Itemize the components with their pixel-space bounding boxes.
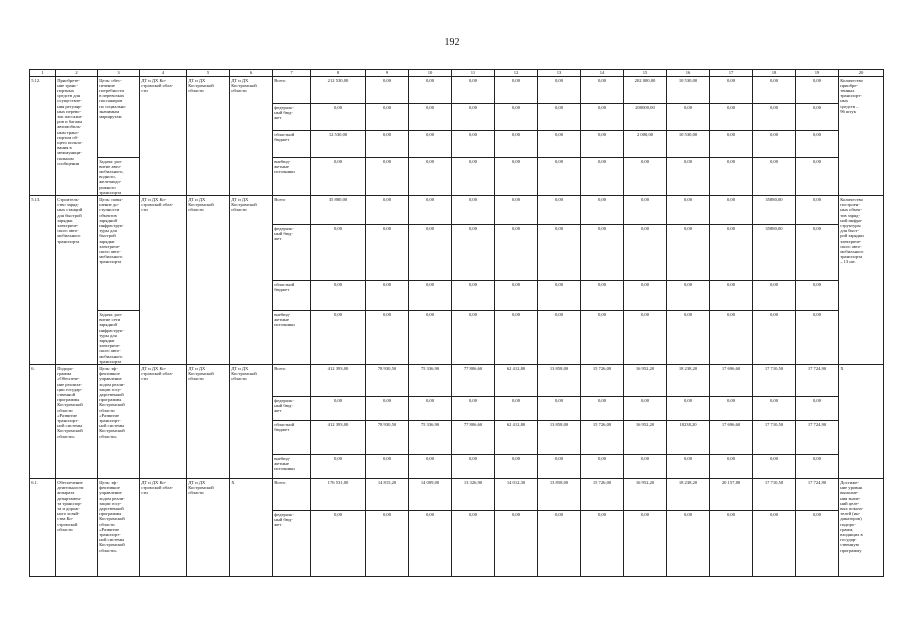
amount-cell: 0,00 xyxy=(366,131,409,158)
amount-cell: 0,00 xyxy=(753,281,796,311)
column-number-header: 4 xyxy=(140,70,187,77)
amount-cell: 17 724,90 xyxy=(796,479,839,511)
amount-cell: 0,00 xyxy=(538,397,581,421)
amount-cell: 10 530,00 xyxy=(667,77,710,104)
funding-source: внебюд- жетные источники xyxy=(273,311,311,365)
amount-cell: 0,00 xyxy=(667,311,710,365)
column-number-header: 20 xyxy=(839,70,884,77)
amount-cell: 0,00 xyxy=(581,455,624,479)
amount-cell: 62 412,80 xyxy=(495,421,538,455)
measure-name: Обеспечение деятельности аппарата департамен- та транспор- та и дорож- ного хозяй- ства Ко- стромской области xyxy=(56,479,98,577)
amount-cell: 0,00 xyxy=(452,104,495,131)
amount-cell: 0,00 xyxy=(452,511,495,577)
amount-cell: 0,00 xyxy=(495,311,538,365)
amount-cell: 0,00 xyxy=(366,455,409,479)
amount-cell: 0,00 xyxy=(624,455,667,479)
amount-cell: 0,00 xyxy=(581,196,624,225)
amount-cell: 0,00 xyxy=(495,158,538,196)
amount-cell: 0,00 xyxy=(452,225,495,281)
amount-cell: 0,00 xyxy=(667,511,710,577)
column-number-header: 14 xyxy=(581,70,624,77)
amount-cell: 0,00 xyxy=(366,104,409,131)
amount-cell: 13 858,00 xyxy=(538,479,581,511)
amount-cell: 35880,00 xyxy=(753,225,796,281)
amount-cell: 0,00 xyxy=(796,104,839,131)
amount-cell: 0,00 xyxy=(452,158,495,196)
measure-name: Подпро- грамма «Обеспече- ние реализа- ции государ- ственной программы Костромской области «Развитие транспорт- ной системы Костромской области» xyxy=(56,365,98,479)
amount-cell: 0,00 xyxy=(796,131,839,158)
row-number: 5.12. xyxy=(30,77,56,196)
amount-cell: 0,00 xyxy=(409,281,452,311)
amount-cell: 176 531,00 xyxy=(311,479,366,511)
executor: ДТ и ДХ Ко- стромской обла- сти xyxy=(140,479,187,577)
amount-cell: 17 696,60 xyxy=(710,365,753,397)
funding-source: Всего xyxy=(273,196,311,225)
amount-cell: 0,00 xyxy=(538,196,581,225)
amount-cell: 0,00 xyxy=(624,158,667,196)
amount-cell: 0,00 xyxy=(495,104,538,131)
amount-cell: 0,00 xyxy=(409,455,452,479)
amount-cell: 0,00 xyxy=(624,196,667,225)
table-row xyxy=(30,365,884,397)
column-number-header: 2 xyxy=(56,70,98,77)
amount-cell: 0,00 xyxy=(667,196,710,225)
amount-cell: 17 724,90 xyxy=(796,365,839,397)
amount-cell: 0,00 xyxy=(581,158,624,196)
funding-source: областной бюджет xyxy=(273,421,311,455)
amount-cell: 18 238,20 xyxy=(667,365,710,397)
amount-cell: 75 336,90 xyxy=(409,421,452,455)
column-number-header: 15 xyxy=(624,70,667,77)
amount-cell: 202 000,00 xyxy=(624,77,667,104)
amount-cell: 0,00 xyxy=(796,511,839,577)
amount-cell: 77 806,60 xyxy=(452,365,495,397)
amount-cell: 0,00 xyxy=(311,455,366,479)
amount-cell: 0,00 xyxy=(581,77,624,104)
amount-cell: 0,00 xyxy=(667,158,710,196)
table-row xyxy=(30,77,884,104)
amount-cell: 0,00 xyxy=(753,77,796,104)
amount-cell: 16 952,20 xyxy=(624,365,667,397)
amount-cell: 2 000,00 xyxy=(624,131,667,158)
amount-cell: 0,00 xyxy=(710,225,753,281)
amount-cell: 0,00 xyxy=(366,281,409,311)
amount-cell: 14 815,20 xyxy=(366,479,409,511)
amount-cell: 0,00 xyxy=(409,397,452,421)
amount-cell: 0,00 xyxy=(710,158,753,196)
amount-cell: 0,00 xyxy=(710,311,753,365)
amount-cell: 0,00 xyxy=(409,196,452,225)
co-executor: ДТ и ДХ Костромской области xyxy=(230,365,273,479)
funding-source: Всего xyxy=(273,479,311,511)
goal-text: Цель: эф- фективное управление ходом реали- зации госу- дарственной программы Костромской области «Развитие транспорт- ной системы Костромской области» xyxy=(98,365,140,479)
page-number: 192 xyxy=(444,37,460,48)
amount-cell: 0,00 xyxy=(452,397,495,421)
funding-source: федераль- ный бюд- жет xyxy=(273,397,311,421)
executor: ДТ и ДХ Ко- стромской обла- сти xyxy=(140,77,187,196)
amount-cell: 0,00 xyxy=(495,77,538,104)
amount-cell: 0,00 xyxy=(581,397,624,421)
amount-cell: 0,00 xyxy=(710,455,753,479)
amount-cell: 0,00 xyxy=(452,311,495,365)
amount-cell: 17 696,60 xyxy=(710,421,753,455)
column-number-header: 12 xyxy=(495,70,538,77)
amount-cell: 13 858,00 xyxy=(538,421,581,455)
funding-source: федераль- ный бюд- жет xyxy=(273,104,311,131)
amount-cell: 0,00 xyxy=(796,196,839,225)
co-executor: ДТ и ДХ Костромской области xyxy=(230,196,273,365)
amount-cell: 0,00 xyxy=(409,158,452,196)
amount-cell: 17 724,90 xyxy=(796,421,839,455)
column-number-header: 17 xyxy=(710,70,753,77)
amount-cell: 0,00 xyxy=(753,511,796,577)
funding-source: федераль- ный бюд- жет xyxy=(273,225,311,281)
amount-cell: 0,00 xyxy=(753,455,796,479)
amount-cell: 0,00 xyxy=(796,281,839,311)
funding-source: федераль- ный бюд- жет xyxy=(273,511,311,577)
amount-cell: 0,00 xyxy=(538,311,581,365)
column-number-header: 5 xyxy=(187,70,230,77)
amount-cell: 0,00 xyxy=(495,131,538,158)
row-number: 5.13. xyxy=(30,196,56,365)
amount-cell: 0,00 xyxy=(311,158,366,196)
column-number-header: 18 xyxy=(753,70,796,77)
amount-cell: 0,00 xyxy=(710,397,753,421)
column-number-header: 11 xyxy=(452,70,495,77)
amount-cell: 20 157,80 xyxy=(710,479,753,511)
amount-cell: 212 530,00 xyxy=(311,77,366,104)
amount-cell: 0,00 xyxy=(311,311,366,365)
amount-cell: 0,00 xyxy=(452,196,495,225)
executor: ДТ и ДХ Ко- стромской обла- сти xyxy=(140,365,187,479)
amount-cell: 412 393,00 xyxy=(311,365,366,397)
amount-cell: 0,00 xyxy=(311,225,366,281)
amount-cell: 0,00 xyxy=(452,455,495,479)
amount-cell: 75 336,90 xyxy=(409,365,452,397)
executor: ДТ и ДХ Ко- стромской обла- сти xyxy=(140,196,187,365)
expected-result: Количество пострoен- ных объек- тов заряд- ной инфра- структуры для быст- рой зарядки электриче- ского авто- мобильного транспорта – 13 шт. xyxy=(839,196,884,365)
amount-cell: 0,00 xyxy=(311,104,366,131)
expected-result: Достиже- ние уровня выполне- ния значе- ний целе- вых показа- телей (ин- дикаторов) подпро- грамм, входящих в государ- ственную программу xyxy=(839,479,884,577)
amount-cell: 0,00 xyxy=(753,397,796,421)
amount-cell: 0,00 xyxy=(796,77,839,104)
row-number: 6.1. xyxy=(30,479,56,577)
goal-text: Цель: повы- шение до- ступности объектов зарядной инфраструк- туры для быстрой зарядки электриче- ского авто- мобильного транспорта xyxy=(98,196,140,311)
amount-cell: 0,00 xyxy=(753,104,796,131)
amount-cell: 0,00 xyxy=(538,455,581,479)
amount-cell: 0,00 xyxy=(667,225,710,281)
amount-cell: 0,00 xyxy=(495,196,538,225)
goal-text: Цель: обес- печение потребности в перевозках пассажиров по социально значимым маршрутам xyxy=(98,77,140,158)
amount-cell: 0,00 xyxy=(667,455,710,479)
responsible: ДТ и ДХ Костромской области xyxy=(187,77,230,196)
amount-cell: 200000,00 xyxy=(624,104,667,131)
funding-source: областной бюджет xyxy=(273,281,311,311)
funding-source: Всего xyxy=(273,77,311,104)
column-number-header: 1 xyxy=(30,70,56,77)
amount-cell: 0,00 xyxy=(710,196,753,225)
amount-cell: 0,00 xyxy=(710,511,753,577)
amount-cell: 0,00 xyxy=(710,281,753,311)
amount-cell: 0,00 xyxy=(624,311,667,365)
amount-cell: 77 806,60 xyxy=(452,421,495,455)
amount-cell: 0,00 xyxy=(495,511,538,577)
amount-cell: 0,00 xyxy=(538,77,581,104)
amount-cell: 0,00 xyxy=(409,225,452,281)
amount-cell: 0,00 xyxy=(581,311,624,365)
funding-source: областной бюджет xyxy=(273,131,311,158)
amount-cell: 0,00 xyxy=(581,131,624,158)
co-executor: ДТ и ДХ Костромской области xyxy=(230,77,273,196)
amount-cell: 10 530,00 xyxy=(667,131,710,158)
amount-cell: 0,00 xyxy=(452,281,495,311)
amount-cell: 0,00 xyxy=(409,311,452,365)
expected-result: Х xyxy=(839,365,884,479)
amount-cell: 0,00 xyxy=(667,104,710,131)
amount-cell: 0,00 xyxy=(495,455,538,479)
funding-source: внебюд- жетные источники xyxy=(273,455,311,479)
amount-cell: 15 726,00 xyxy=(581,421,624,455)
funding-source: внебюд- жетные источники xyxy=(273,158,311,196)
column-number-header: 9 xyxy=(366,70,409,77)
column-number-header: 6 xyxy=(230,70,273,77)
amount-cell: 0,00 xyxy=(409,77,452,104)
amount-cell: 0,00 xyxy=(366,158,409,196)
amount-cell: 0,00 xyxy=(495,281,538,311)
responsible: ДТ и ДХ Костромской области xyxy=(187,365,230,479)
amount-cell: 13 326,90 xyxy=(452,479,495,511)
amount-cell: 0,00 xyxy=(710,77,753,104)
amount-cell: 18238,20 xyxy=(667,421,710,455)
amount-cell: 17 710,50 xyxy=(753,479,796,511)
amount-cell: 0,00 xyxy=(624,511,667,577)
funding-source: Всего xyxy=(273,365,311,397)
amount-cell: 0,00 xyxy=(796,397,839,421)
column-number-header: 7 xyxy=(273,70,311,77)
amount-cell: 0,00 xyxy=(366,196,409,225)
amount-cell: 35880,00 xyxy=(753,196,796,225)
column-number-header: 16 xyxy=(667,70,710,77)
amount-cell: 0,00 xyxy=(796,455,839,479)
task-text: Задача: раз- витие сети зарядной инфраструк- туры для зарядки электриче- ского авто- мобильного транспорта xyxy=(98,311,140,365)
amount-cell: 0,00 xyxy=(366,225,409,281)
amount-cell: 78 930,50 xyxy=(366,421,409,455)
amount-cell: 0,00 xyxy=(624,397,667,421)
expected-result: Количество приобре- тенных транспорт- ных средств – 96 штук xyxy=(839,77,884,196)
amount-cell: 35 880,00 xyxy=(311,196,366,225)
amount-cell: 0,00 xyxy=(624,281,667,311)
amount-cell: 0,00 xyxy=(452,77,495,104)
row-number: 6. xyxy=(30,365,56,479)
amount-cell: 0,00 xyxy=(409,131,452,158)
amount-cell: 0,00 xyxy=(581,511,624,577)
amount-cell: 0,00 xyxy=(366,311,409,365)
amount-cell: 13 858,00 xyxy=(538,365,581,397)
amount-cell: 0,00 xyxy=(624,225,667,281)
amount-cell: 0,00 xyxy=(538,225,581,281)
amount-cell: 17 710,50 xyxy=(753,421,796,455)
amount-cell: 18 238,20 xyxy=(667,479,710,511)
amount-cell: 0,00 xyxy=(796,158,839,196)
column-number-row xyxy=(30,70,884,77)
amount-cell: 0,00 xyxy=(710,131,753,158)
table-row xyxy=(30,479,884,511)
column-number-header: 19 xyxy=(796,70,839,77)
task-text: Задача: раз- витие авто- мобильного, водного, железнодо- рожного транспорта xyxy=(98,158,140,196)
measure-name: Строитель- ство заряд- ных станций для быстрой зарядки электриче- ского авто- мобильного транспорта xyxy=(56,196,98,365)
amount-cell: 0,00 xyxy=(581,104,624,131)
amount-cell: 0,00 xyxy=(495,397,538,421)
amount-cell: 0,00 xyxy=(366,77,409,104)
amount-cell: 0,00 xyxy=(581,225,624,281)
amount-cell: 14 012,30 xyxy=(495,479,538,511)
amount-cell: 0,00 xyxy=(311,511,366,577)
amount-cell: 0,00 xyxy=(796,311,839,365)
amount-cell: 0,00 xyxy=(538,131,581,158)
amount-cell: 0,00 xyxy=(667,281,710,311)
amount-cell: 62 412,80 xyxy=(495,365,538,397)
amount-cell: 16 952,20 xyxy=(624,421,667,455)
measure-name: Приобрете- ние транс- портных средств для осуществле- ния регуляр- ных перево- зок пассажи- ров и багажа автомобиль- ным транс- портом об- щего пользо- вания в межмуници- пальном сообщении xyxy=(56,77,98,196)
amount-cell: 0,00 xyxy=(796,225,839,281)
budget-table xyxy=(29,69,884,577)
amount-cell: 0,00 xyxy=(538,104,581,131)
amount-cell: 0,00 xyxy=(452,131,495,158)
amount-cell: 0,00 xyxy=(538,158,581,196)
amount-cell: 0,00 xyxy=(538,281,581,311)
table-row xyxy=(30,196,884,225)
amount-cell: 0,00 xyxy=(311,397,366,421)
amount-cell: 0,00 xyxy=(710,104,753,131)
amount-cell: 0,00 xyxy=(409,104,452,131)
amount-cell: 0,00 xyxy=(538,511,581,577)
responsible: ДТ и ДХ Костромской области xyxy=(187,196,230,365)
amount-cell: 12 530,00 xyxy=(311,131,366,158)
amount-cell: 0,00 xyxy=(495,225,538,281)
amount-cell: 17 710,50 xyxy=(753,365,796,397)
amount-cell: 0,00 xyxy=(753,131,796,158)
column-number-header: 3 xyxy=(98,70,140,77)
amount-cell: 0,00 xyxy=(581,281,624,311)
amount-cell: 15 726,00 xyxy=(581,479,624,511)
amount-cell: 0,00 xyxy=(366,511,409,577)
column-number-header: 13 xyxy=(538,70,581,77)
amount-cell: 0,00 xyxy=(667,397,710,421)
amount-cell: 78 930,50 xyxy=(366,365,409,397)
amount-cell: 0,00 xyxy=(753,158,796,196)
responsible: ДТ и ДХ Костромской области xyxy=(187,479,230,577)
column-number-header: 8 xyxy=(311,70,366,77)
amount-cell: 0,00 xyxy=(409,511,452,577)
amount-cell: 412 393,00 xyxy=(311,421,366,455)
amount-cell: 0,00 xyxy=(753,311,796,365)
amount-cell: 0,00 xyxy=(366,397,409,421)
amount-cell: 14 009,00 xyxy=(409,479,452,511)
goal-text: Цель: эф- фективное управление ходом реали- зации госу- дарственной программы Костромской области «Развитие транспорт- ной системы Костромской области» xyxy=(98,479,140,577)
column-number-header: 10 xyxy=(409,70,452,77)
amount-cell: 16 952,20 xyxy=(624,479,667,511)
amount-cell: 0,00 xyxy=(311,281,366,311)
amount-cell: 15 726,00 xyxy=(581,365,624,397)
co-executor: Х xyxy=(230,479,273,577)
